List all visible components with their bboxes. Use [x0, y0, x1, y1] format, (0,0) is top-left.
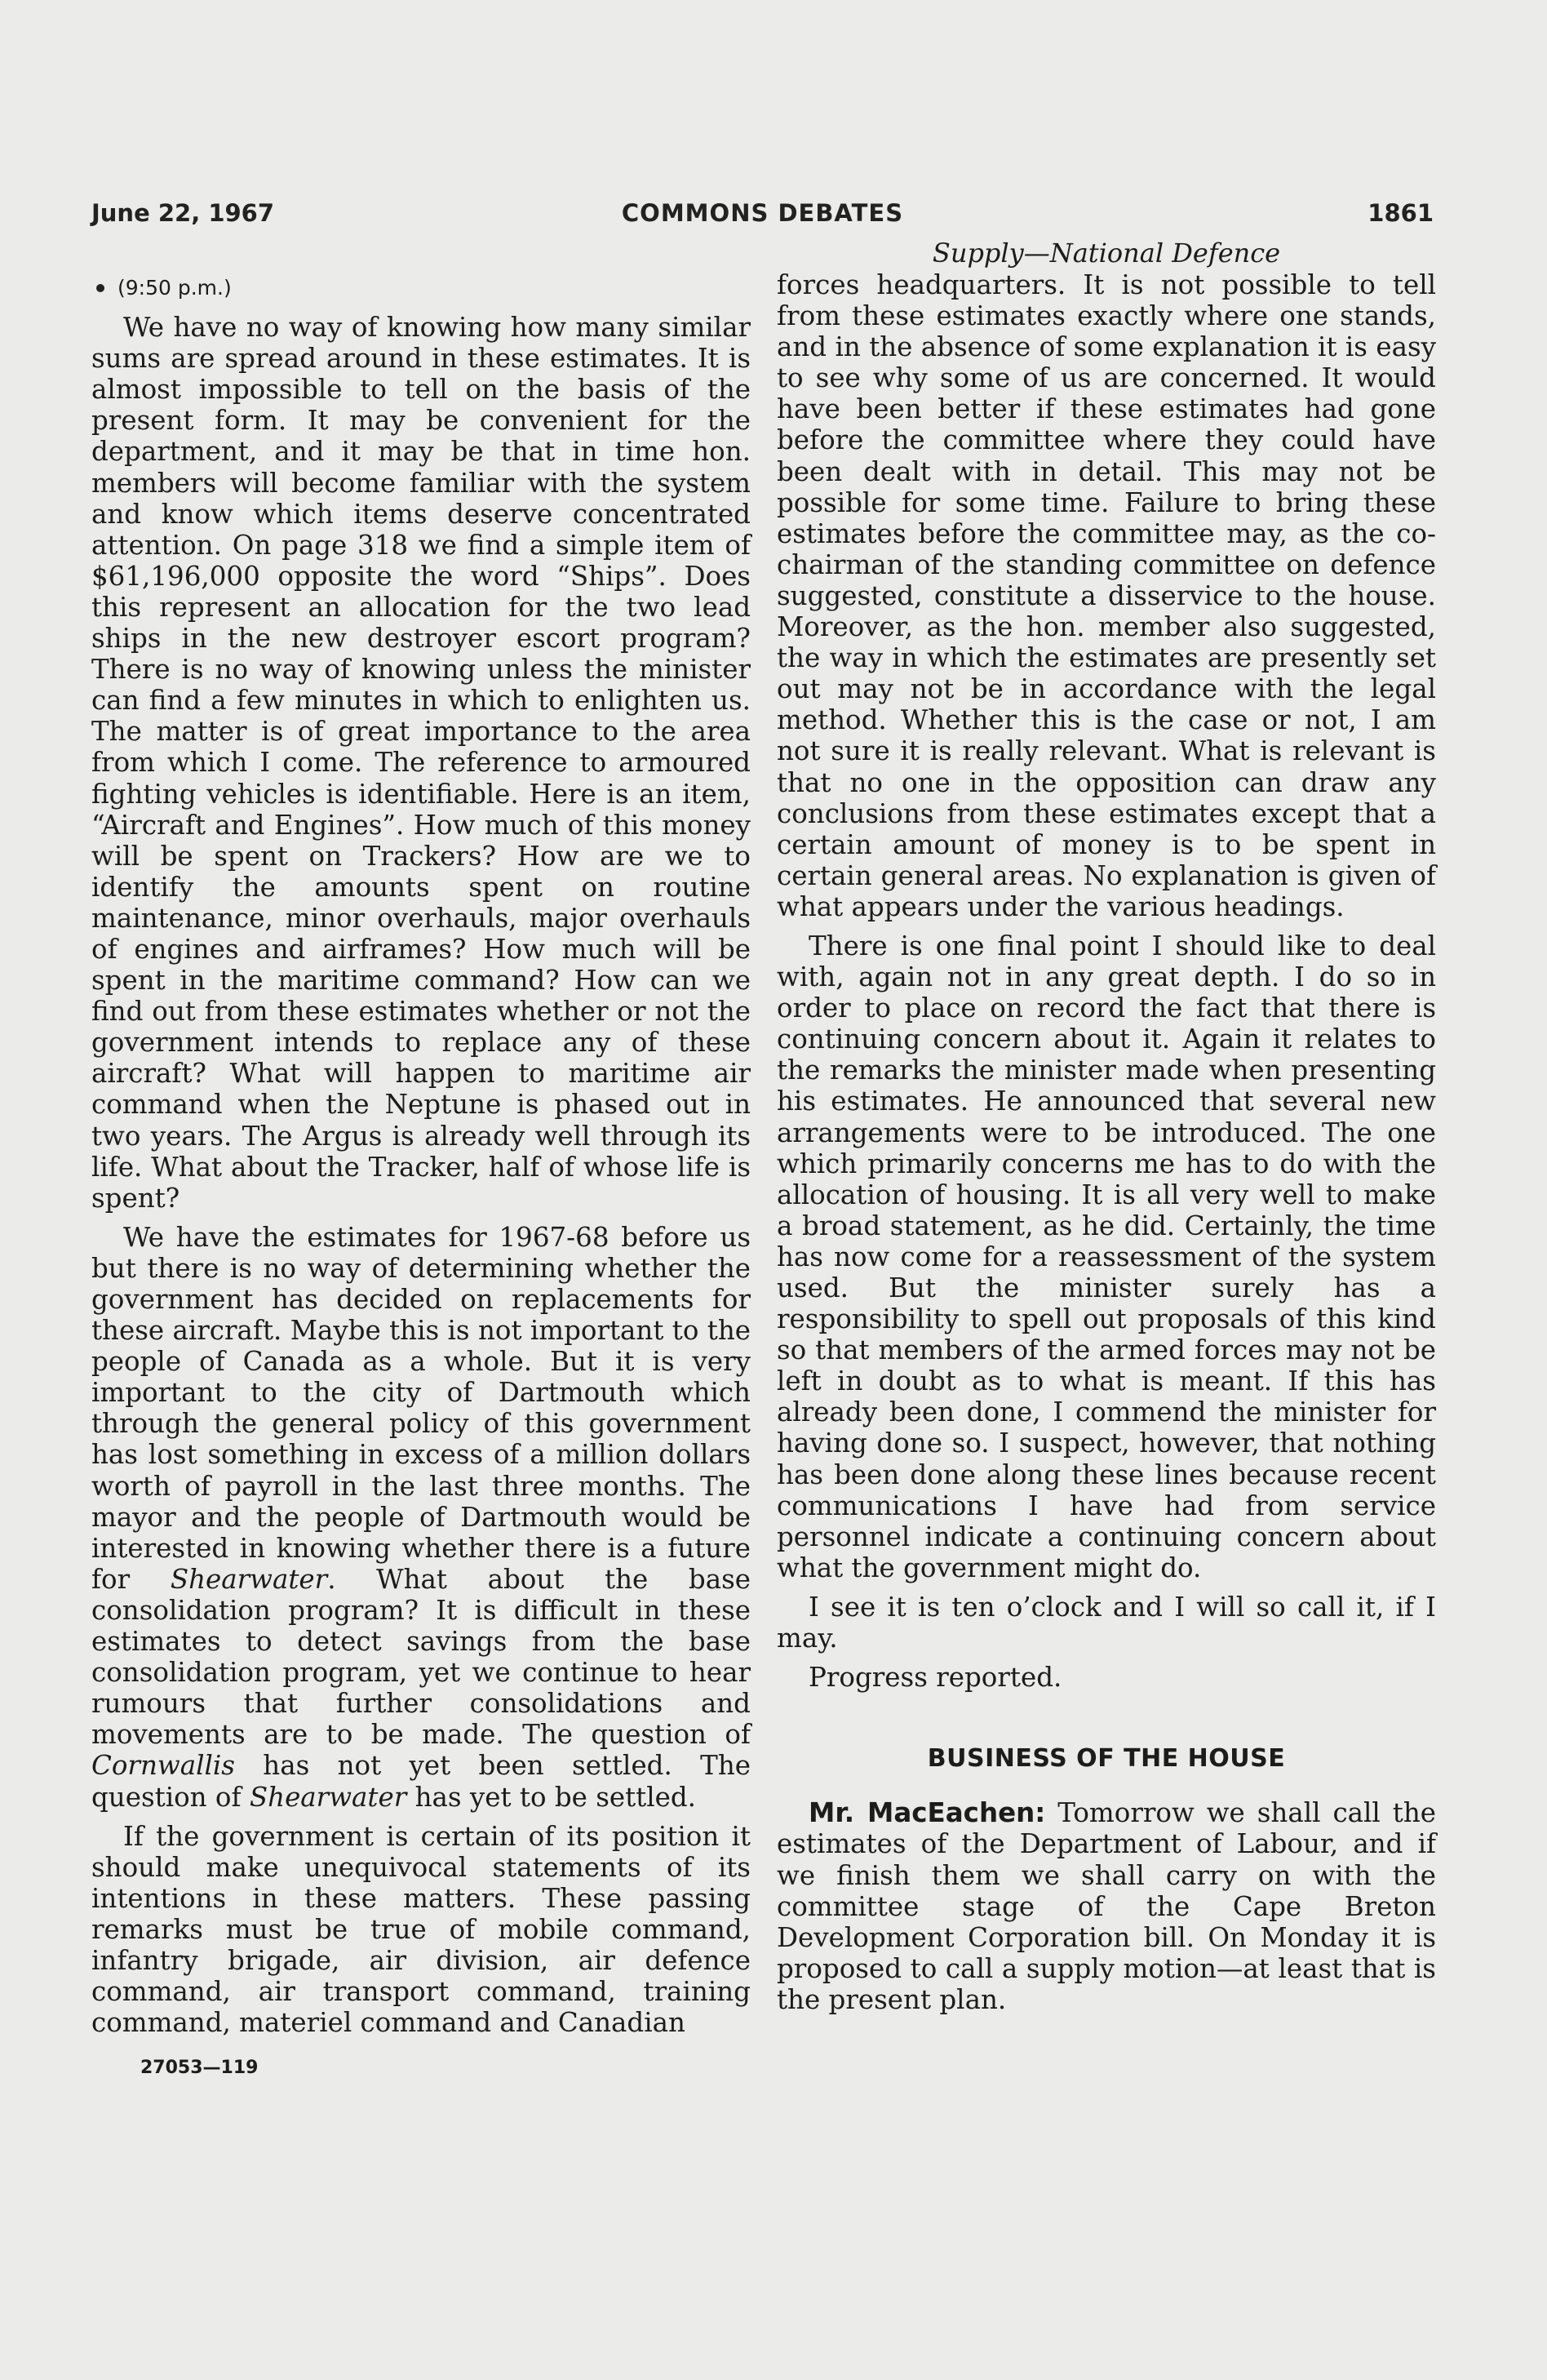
paragraph: forces headquarters. It is not possible to tell from these estimates exactly where one stands, and in the absence of some explanation it is easy to see why some of us are concerned. It would have been better if these estimates had gone before the committee where they could have been dealt with in detail. This may not be possible for some time. Failure to bring these estimates before the committee may, as the co-chairman of the standing committee on defence suggested, constitute a disservice to the house. Moreover, as the hon. member also suggested, the way in which the estimates are presently set out may not be in accordance with the legal method. Whether this is the case or not, I am not sure it is really relevant. What is relevant is that no one in the opposition can draw any conclusions from these estimates except that a certain amount of money is to be spent in certain general areas. No explanation is given of what appears under the various headings.	[777, 269, 1436, 922]
speaker-name: Mr. MacEachen:	[809, 1797, 1046, 1829]
left-column	[91, 261, 751, 2084]
timestamp: (9:50 p.m.)	[91, 273, 751, 304]
header-title: COMMONS DEBATES	[621, 199, 904, 227]
paragraph: There is one final point I should like to deal with, again not in any great depth. I do so in order to place on record the fact that there is continuing concern about it. Again it relates to the remarks the minister made when presenting his estimates. He announced that several new arrangements were to be introduced. The one which primarily concerns me has to do with the allocation of housing. It is all very well to make a broad statement, as he did. Certainly, the time has now come for a reassessment of the system used. But the minister surely has a responsibility to spell out proposals of this kind so that members of the armed forces may not be left in doubt as to what is meant. If this has already been done, I commend the minister for having done so. I suspect, however, that nothing has been done along these lines because recent communications I have had from service personnel indicate a continuing concern about what the government might do.	[777, 930, 1436, 1583]
right-column	[777, 237, 1436, 2015]
page-number: 1861	[1367, 199, 1434, 227]
bullet-icon	[96, 284, 104, 292]
running-head: Supply—National Defence	[932, 238, 1281, 269]
header-date: June 22, 1967	[91, 199, 275, 227]
paragraph: If the government is certain of its position it should make unequivocal statements of its intentions in these matters. These passing remarks must be true of mobile command, infantry brigade, air division, air defence command, air transport command, training command, materiel command and Canadian	[91, 1820, 751, 2039]
paragraph: We have no way of knowing how many similar sums are spread around in these estimates. It is almost impossible to tell on the basis of the present form. It may be convenient for the department, and it may be that in time hon. members will become familiar with the system and know which items deserve concentrated attention. On page 318 we find a simple item of $61,196,000 opposite the word “Ships”. Does this represent an allocation for the two lead ships in the new destroyer escort program? There is no way of knowing unless the minister can find a few minutes in which to enlighten us. The matter is of great importance to the area from which I come. The reference to armoured fighting vehicles is identifiable. Here is an item, “Aircraft and Engines”. How much of this money will be spent on Trackers? How are we to identify the amounts spent on routine maintenance, minor overhauls, major overhauls of engines and airframes? How much will be spent in the maritime command? How can we find out from these estimates whether or not the government intends to replace any of these aircraft? What will happen to maritime air command when the Neptune is phased out in two years. The Argus is already well through its life. What about the Tracker, half of whose life is spent?	[91, 312, 751, 1214]
page-header	[91, 199, 1434, 240]
section-heading: BUSINESS OF THE HOUSE	[927, 1744, 1286, 1774]
paragraph: I see it is ten o’clock and I will so call it, if I may.	[777, 1591, 1436, 1654]
folio: 27053—119	[140, 2058, 259, 2079]
paragraph: Progress reported.	[809, 1662, 1062, 1694]
paragraph: We have the estimates for 1967-68 before us but there is no way of determining whether the government has decided on replacements for these aircraft. Maybe this is not important to the people of Canada as a whole. But it is very important to the city of Dartmouth which through the general policy of this government has lost something in excess of a million dollars worth of payroll in the last three months. The mayor and the people of Dartmouth would be interested in knowing whether there is a future for Shearwater. What about the base consolidation program? It is difficult in these estimates to detect savings from the base consolidation program, yet we continue to hear rumours that further consolidations and movements are to be made. The question of Cornwallis has not yet been settled. The question of Shearwater has yet to be settled.	[91, 1221, 751, 1813]
paragraph: Mr. MacEachen: Tomorrow we shall call the estimates of the Department of Labour, and if we finish them we shall carry on with the committee stage of the Cape Breton Development Corporation bill. On Monday it is proposed to call a supply motion—at least that is the present plan.	[777, 1797, 1436, 2015]
